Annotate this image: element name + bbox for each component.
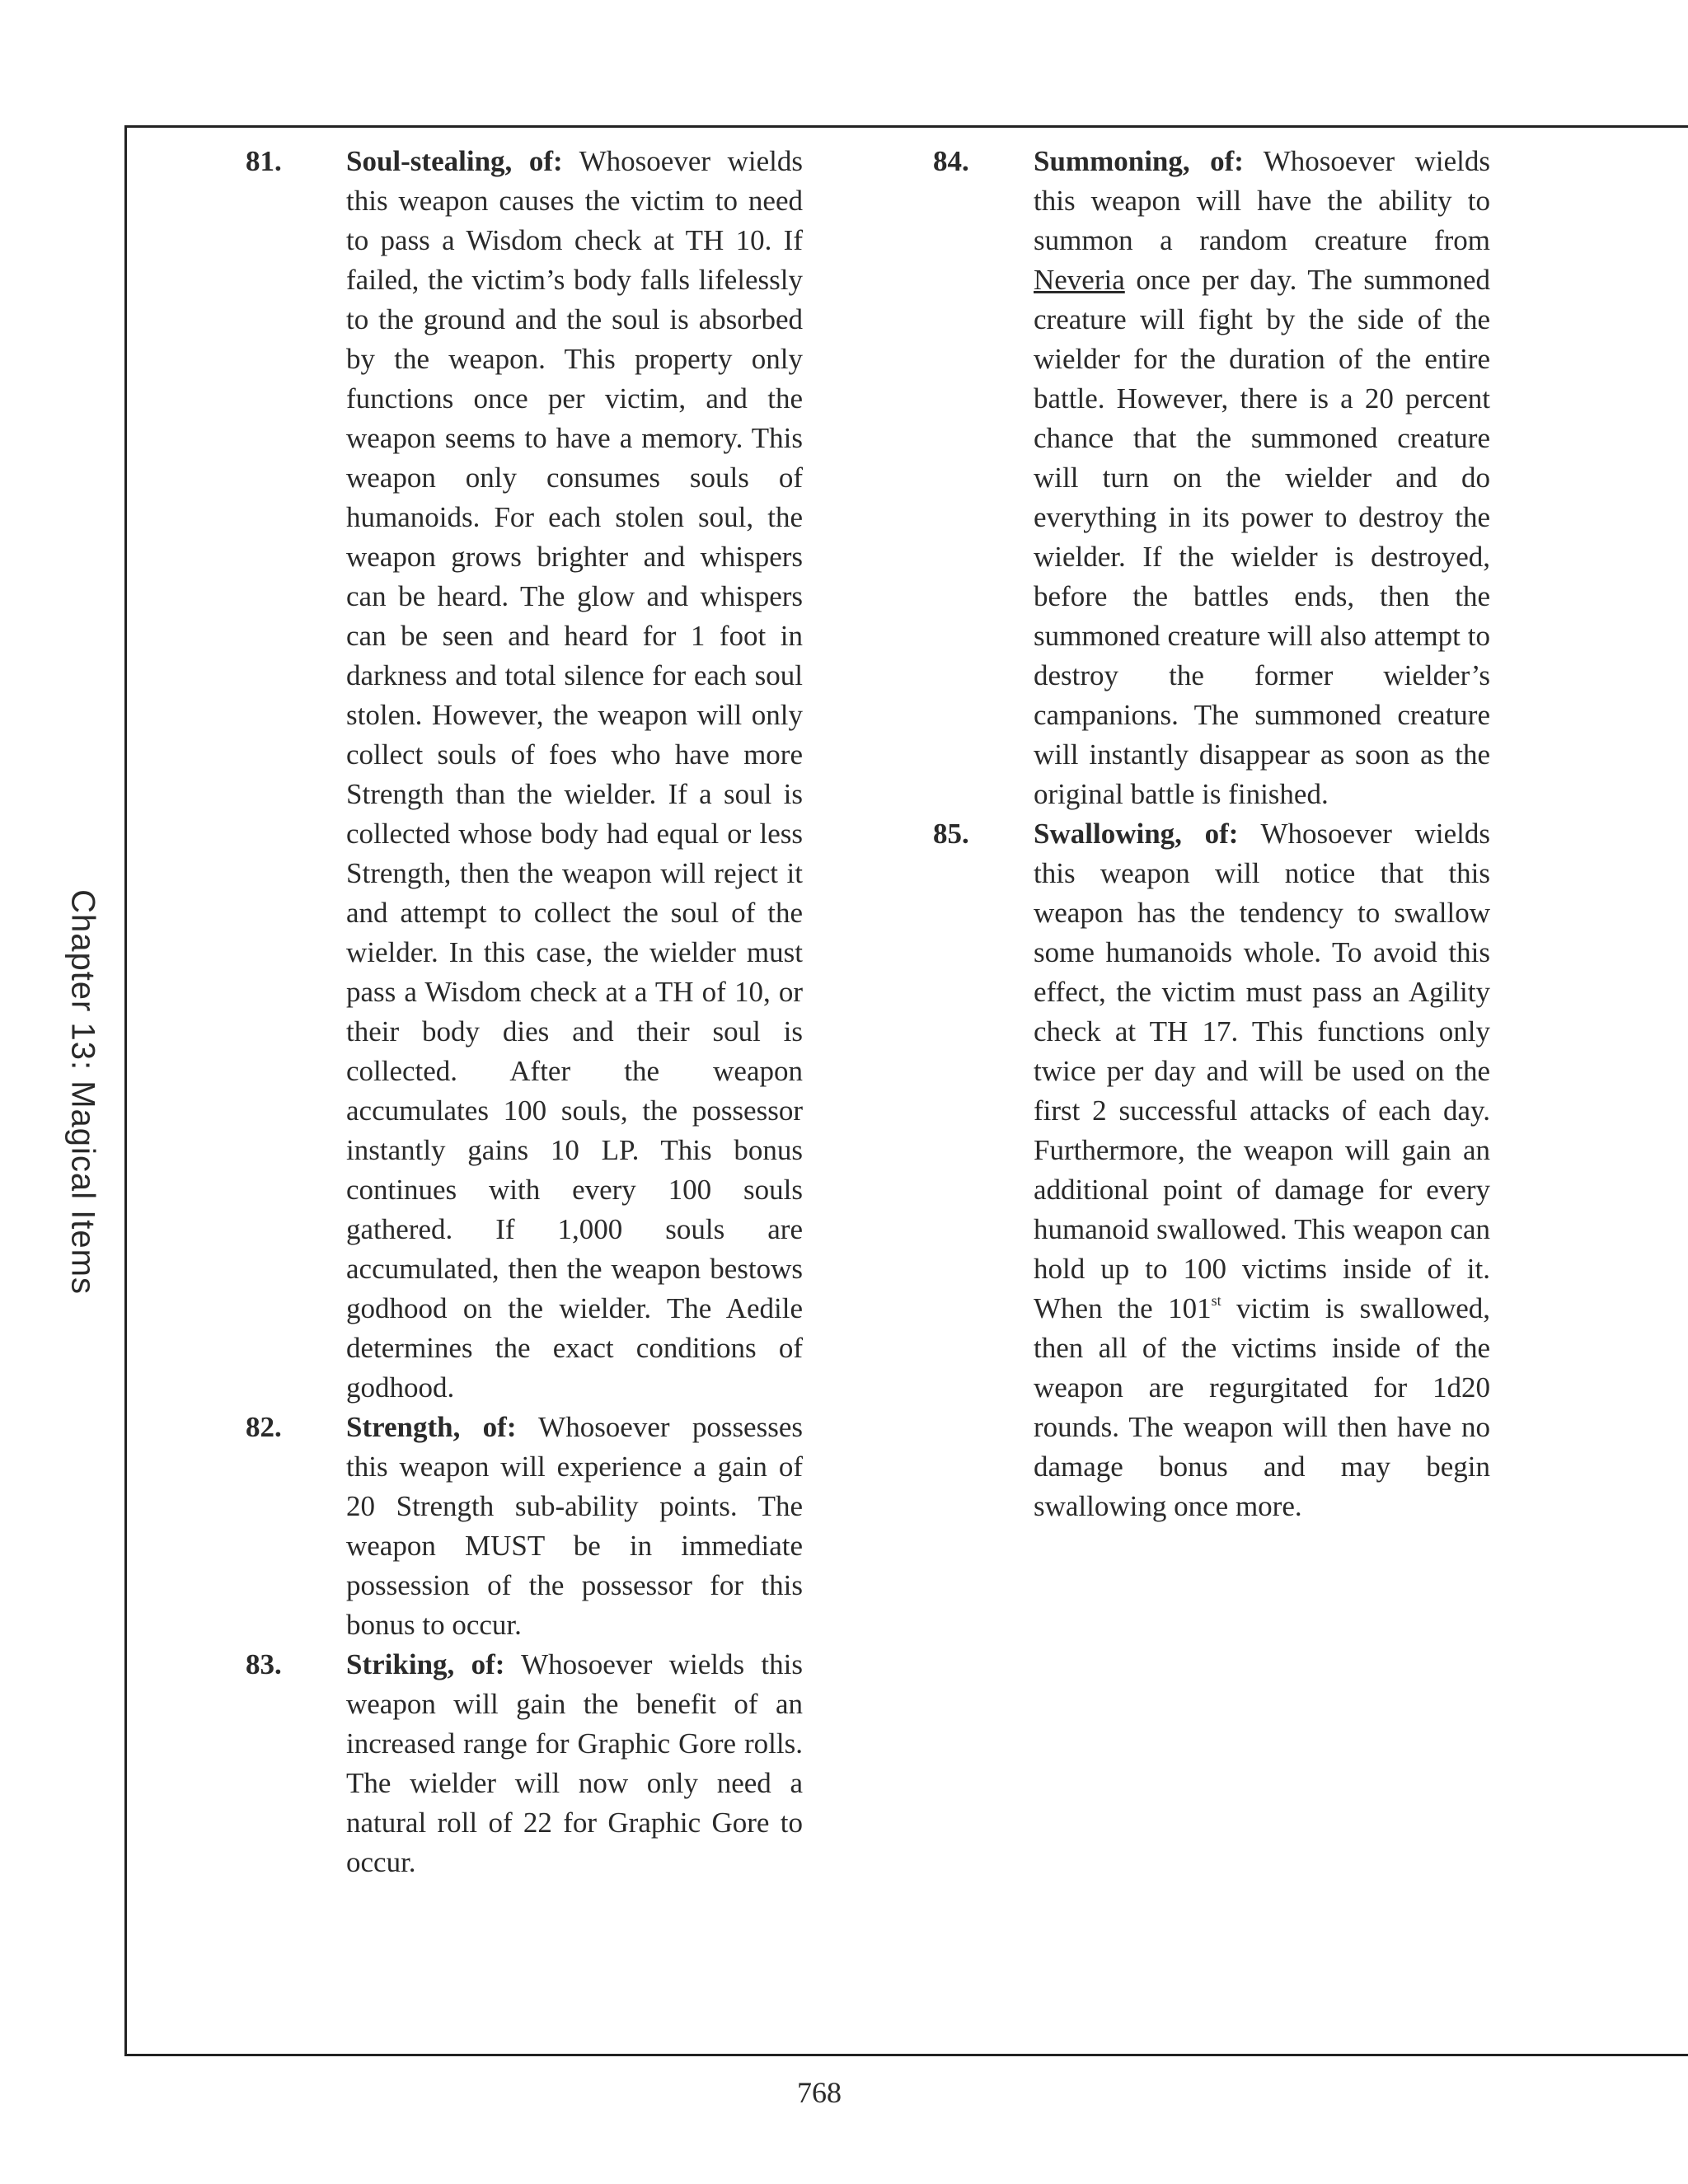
entry-text: Whosoever possesses this weapon will experience a gain of 20 Strength sub-ability points. The weapon MUST be in immediate possession of the possessor for this bonus to occur. bbox=[346, 1411, 803, 1641]
entry-text: once per day. The summoned creature will fight by the side of the wielder for the duration of the entire battle. However, there is a 20 percent chance that the summoned creature will turn on the wielder and do everything in its power to destroy the wielder. If the wielder is destroyed, before the battles ends, then the summoned creature will also attempt to destroy the former wielder’s campanions. The summoned creature will instantly disappear as soon as the original battle is finished. bbox=[1034, 264, 1490, 810]
entry-heading: Soul-stealing, of: bbox=[346, 145, 563, 177]
entry-number: 82. bbox=[246, 1411, 282, 1443]
entry-number: 81. bbox=[246, 145, 282, 177]
entry-body bbox=[1034, 814, 1490, 1526]
entry-heading: Summoning, of: bbox=[1034, 145, 1244, 177]
chapter-title: Chapter 13: Magical Items bbox=[64, 889, 101, 1295]
entry-text: Whosoever wields this weapon will have the ability to summon a random creature from bbox=[1034, 145, 1490, 256]
entry-text: Whosoever wields this weapon will gain the benefit of an increased range for Graphic Gore rolls. The wielder will now only need a natural roll of 22 for Graphic Gore to occur. bbox=[346, 1648, 803, 1878]
entry-text: Whosoever wields this weapon will notice that this weapon has the tendency to swallow some humanoids whole. To avoid this effect, the victim must pass an Agility check at TH 17. This functions only twice per day and will be used on the first 2 successful attacks of each day. Furthermore, the weapon will gain an additional point of damage for every humanoid swallowed. This weapon can hold up to 100 victims inside of it. When the 101 bbox=[1034, 818, 1490, 1324]
entry-text: victim is swallowed, then all of the victims inside of the weapon are regurgitated for 1d20 rounds. The weapon will then have no damage bonus and may begin swallowing once more. bbox=[1034, 1292, 1491, 1522]
entry-body bbox=[346, 142, 803, 1408]
entry-number: 84. bbox=[933, 145, 969, 177]
ordinal-suffix: st bbox=[1211, 1292, 1221, 1309]
entry-84 bbox=[933, 142, 1490, 814]
right-column bbox=[933, 142, 1490, 1526]
entry-number: 83. bbox=[246, 1648, 282, 1680]
entry-82 bbox=[246, 1408, 803, 1645]
left-column bbox=[246, 142, 803, 1882]
entry-body bbox=[1034, 142, 1490, 814]
entry-85 bbox=[933, 814, 1490, 1526]
entry-heading: Swallowing, of: bbox=[1034, 818, 1239, 850]
entry-number: 85. bbox=[933, 818, 969, 850]
page-number: 768 bbox=[797, 2076, 842, 2109]
entry-body bbox=[346, 1408, 803, 1645]
entry-heading: Strength, of: bbox=[346, 1411, 517, 1443]
neveria-link[interactable]: Neveria bbox=[1034, 264, 1125, 296]
entry-heading: Striking, of: bbox=[346, 1648, 505, 1680]
entry-body bbox=[346, 1645, 803, 1882]
entry-text: Whosoever wields this weapon causes the victim to need to pass a Wisdom check at TH 10. If failed, the victim’s body falls lifelessly to the ground and the soul is absorbed by the weapon. This property only functions once per victim, and the weapon seems to have a memory. This weapon only consumes souls of humanoids. For each stolen soul, the weapon grows brighter and whispers can be heard. The glow and whispers can be seen and heard for 1 foot in darkness and total silence for each soul stolen. However, the weapon will only collect souls of foes who have more Strength than the wielder. If a soul is collected whose body had equal or less Strength, then the weapon will reject it and attempt to collect the soul of the wielder. In this case, the wielder must pass a Wisdom check at a TH of 10, or their body dies and their soul is collected. After the weapon accumulates 100 souls, the possessor instantly gains 10 LP. This bonus continues with every 100 souls gathered. If 1,000 souls are accumulated, then the weapon bestows godhood on the wielder. The Aedile determines the exact conditions of godhood. bbox=[346, 145, 803, 1404]
entry-83 bbox=[246, 1645, 803, 1882]
entry-81 bbox=[246, 142, 803, 1408]
